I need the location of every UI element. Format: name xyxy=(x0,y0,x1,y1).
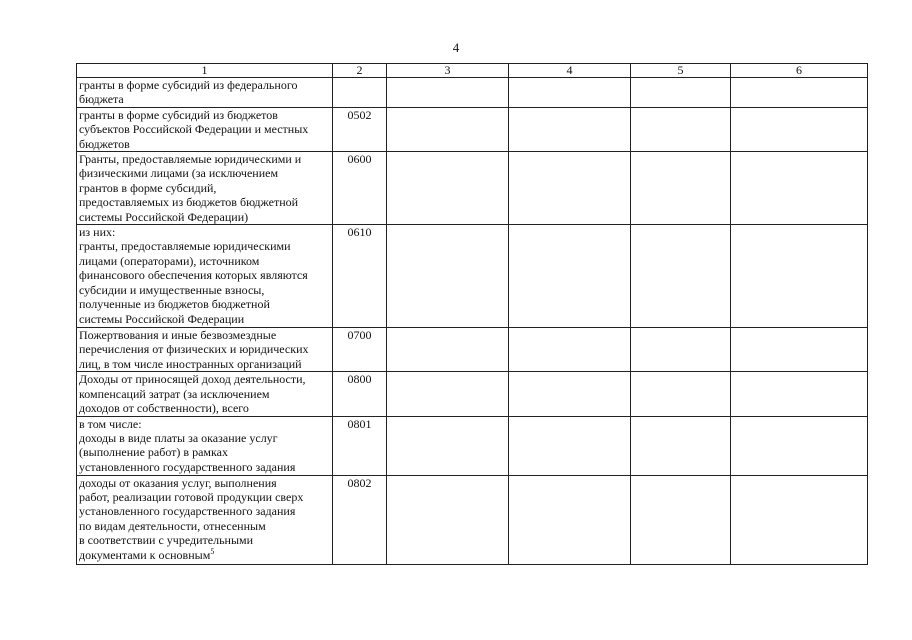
value-cell-col-6 xyxy=(731,107,868,151)
value-cell-col-4 xyxy=(509,225,631,328)
row-label: из них: гранты, предоставляемые юридическими лицами (операторами), источником финансового обеспечения которых являются субсидии и имущественные взносы, полученные из бюджетов бюджетной системы Российской Федерации xyxy=(77,225,333,328)
row-code: 0610 xyxy=(333,225,387,328)
value-cell-col-3 xyxy=(387,225,509,328)
value-cell-col-4 xyxy=(509,372,631,416)
row-code: 0502 xyxy=(333,107,387,151)
row-code: 0801 xyxy=(333,416,387,475)
value-cell-col-5 xyxy=(631,372,731,416)
table-row xyxy=(77,372,868,416)
column-header-2: 2 xyxy=(333,64,387,78)
column-header-5: 5 xyxy=(631,64,731,78)
row-label: Гранты, предоставляемые юридическими и физическими лицами (за исключением грантов в форме субсидий, предоставляемых из бюджетов бюджетной системы Российской Федерации) xyxy=(77,152,333,225)
value-cell-col-5 xyxy=(631,107,731,151)
table-row xyxy=(77,328,868,372)
row-label: в том числе: доходы в виде платы за оказание услуг (выполнение работ) в рамках установленного государственного задания xyxy=(77,416,333,475)
value-cell-col-6 xyxy=(731,152,868,225)
table-row xyxy=(77,416,868,475)
table-row xyxy=(77,475,868,564)
value-cell-col-4 xyxy=(509,416,631,475)
value-cell-col-3 xyxy=(387,78,509,108)
value-cell-col-4 xyxy=(509,107,631,151)
value-cell-col-5 xyxy=(631,225,731,328)
value-cell-col-4 xyxy=(509,78,631,108)
row-label: Пожертвования и иные безвозмездные перечисления от физических и юридических лиц, в том числе иностранных организаций xyxy=(77,328,333,372)
value-cell-col-6 xyxy=(731,372,868,416)
value-cell-col-6 xyxy=(731,225,868,328)
row-label: гранты в форме субсидий из бюджетов субъектов Российской Федерации и местных бюджетов xyxy=(77,107,333,151)
row-label: доходы от оказания услуг, выполнения работ, реализации готовой продукции сверх установленного государственного задания по видам деятельности, отнесенным в соответствии с учредительными документами к основным$^5$ xyxy=(77,475,333,564)
table-row xyxy=(77,225,868,328)
row-code: 0800 xyxy=(333,372,387,416)
value-cell-col-3 xyxy=(387,107,509,151)
row-code: 0802 xyxy=(333,475,387,564)
value-cell-col-5 xyxy=(631,152,731,225)
value-cell-col-3 xyxy=(387,416,509,475)
value-cell-col-5 xyxy=(631,78,731,108)
value-cell-col-5 xyxy=(631,416,731,475)
column-header-1: 1 xyxy=(77,64,333,78)
value-cell-col-3 xyxy=(387,152,509,225)
value-cell-col-4 xyxy=(509,475,631,564)
value-cell-col-5 xyxy=(631,328,731,372)
table-row xyxy=(77,78,868,108)
footnote-mark: 5 xyxy=(210,546,215,556)
column-header-6: 6 xyxy=(731,64,868,78)
table-row xyxy=(77,152,868,225)
value-cell-col-4 xyxy=(509,328,631,372)
value-cell-col-4 xyxy=(509,152,631,225)
value-cell-col-3 xyxy=(387,475,509,564)
row-code: 0700 xyxy=(333,328,387,372)
page-number: 4 xyxy=(452,40,460,55)
row-label: Доходы от приносящей доход деятельности, компенсаций затрат (за исключением доходов от собственности), всего xyxy=(77,372,333,416)
row-label: гранты в форме субсидий из федерального бюджета xyxy=(77,78,333,108)
value-cell-col-6 xyxy=(731,78,868,108)
value-cell-col-5 xyxy=(631,475,731,564)
report-table xyxy=(76,63,868,565)
header-row xyxy=(77,64,868,78)
column-header-4: 4 xyxy=(509,64,631,78)
value-cell-col-6 xyxy=(731,416,868,475)
row-code xyxy=(333,78,387,108)
value-cell-col-3 xyxy=(387,328,509,372)
value-cell-col-3 xyxy=(387,372,509,416)
value-cell-col-6 xyxy=(731,328,868,372)
column-header-3: 3 xyxy=(387,64,509,78)
table-row xyxy=(77,107,868,151)
value-cell-col-6 xyxy=(731,475,868,564)
row-code: 0600 xyxy=(333,152,387,225)
